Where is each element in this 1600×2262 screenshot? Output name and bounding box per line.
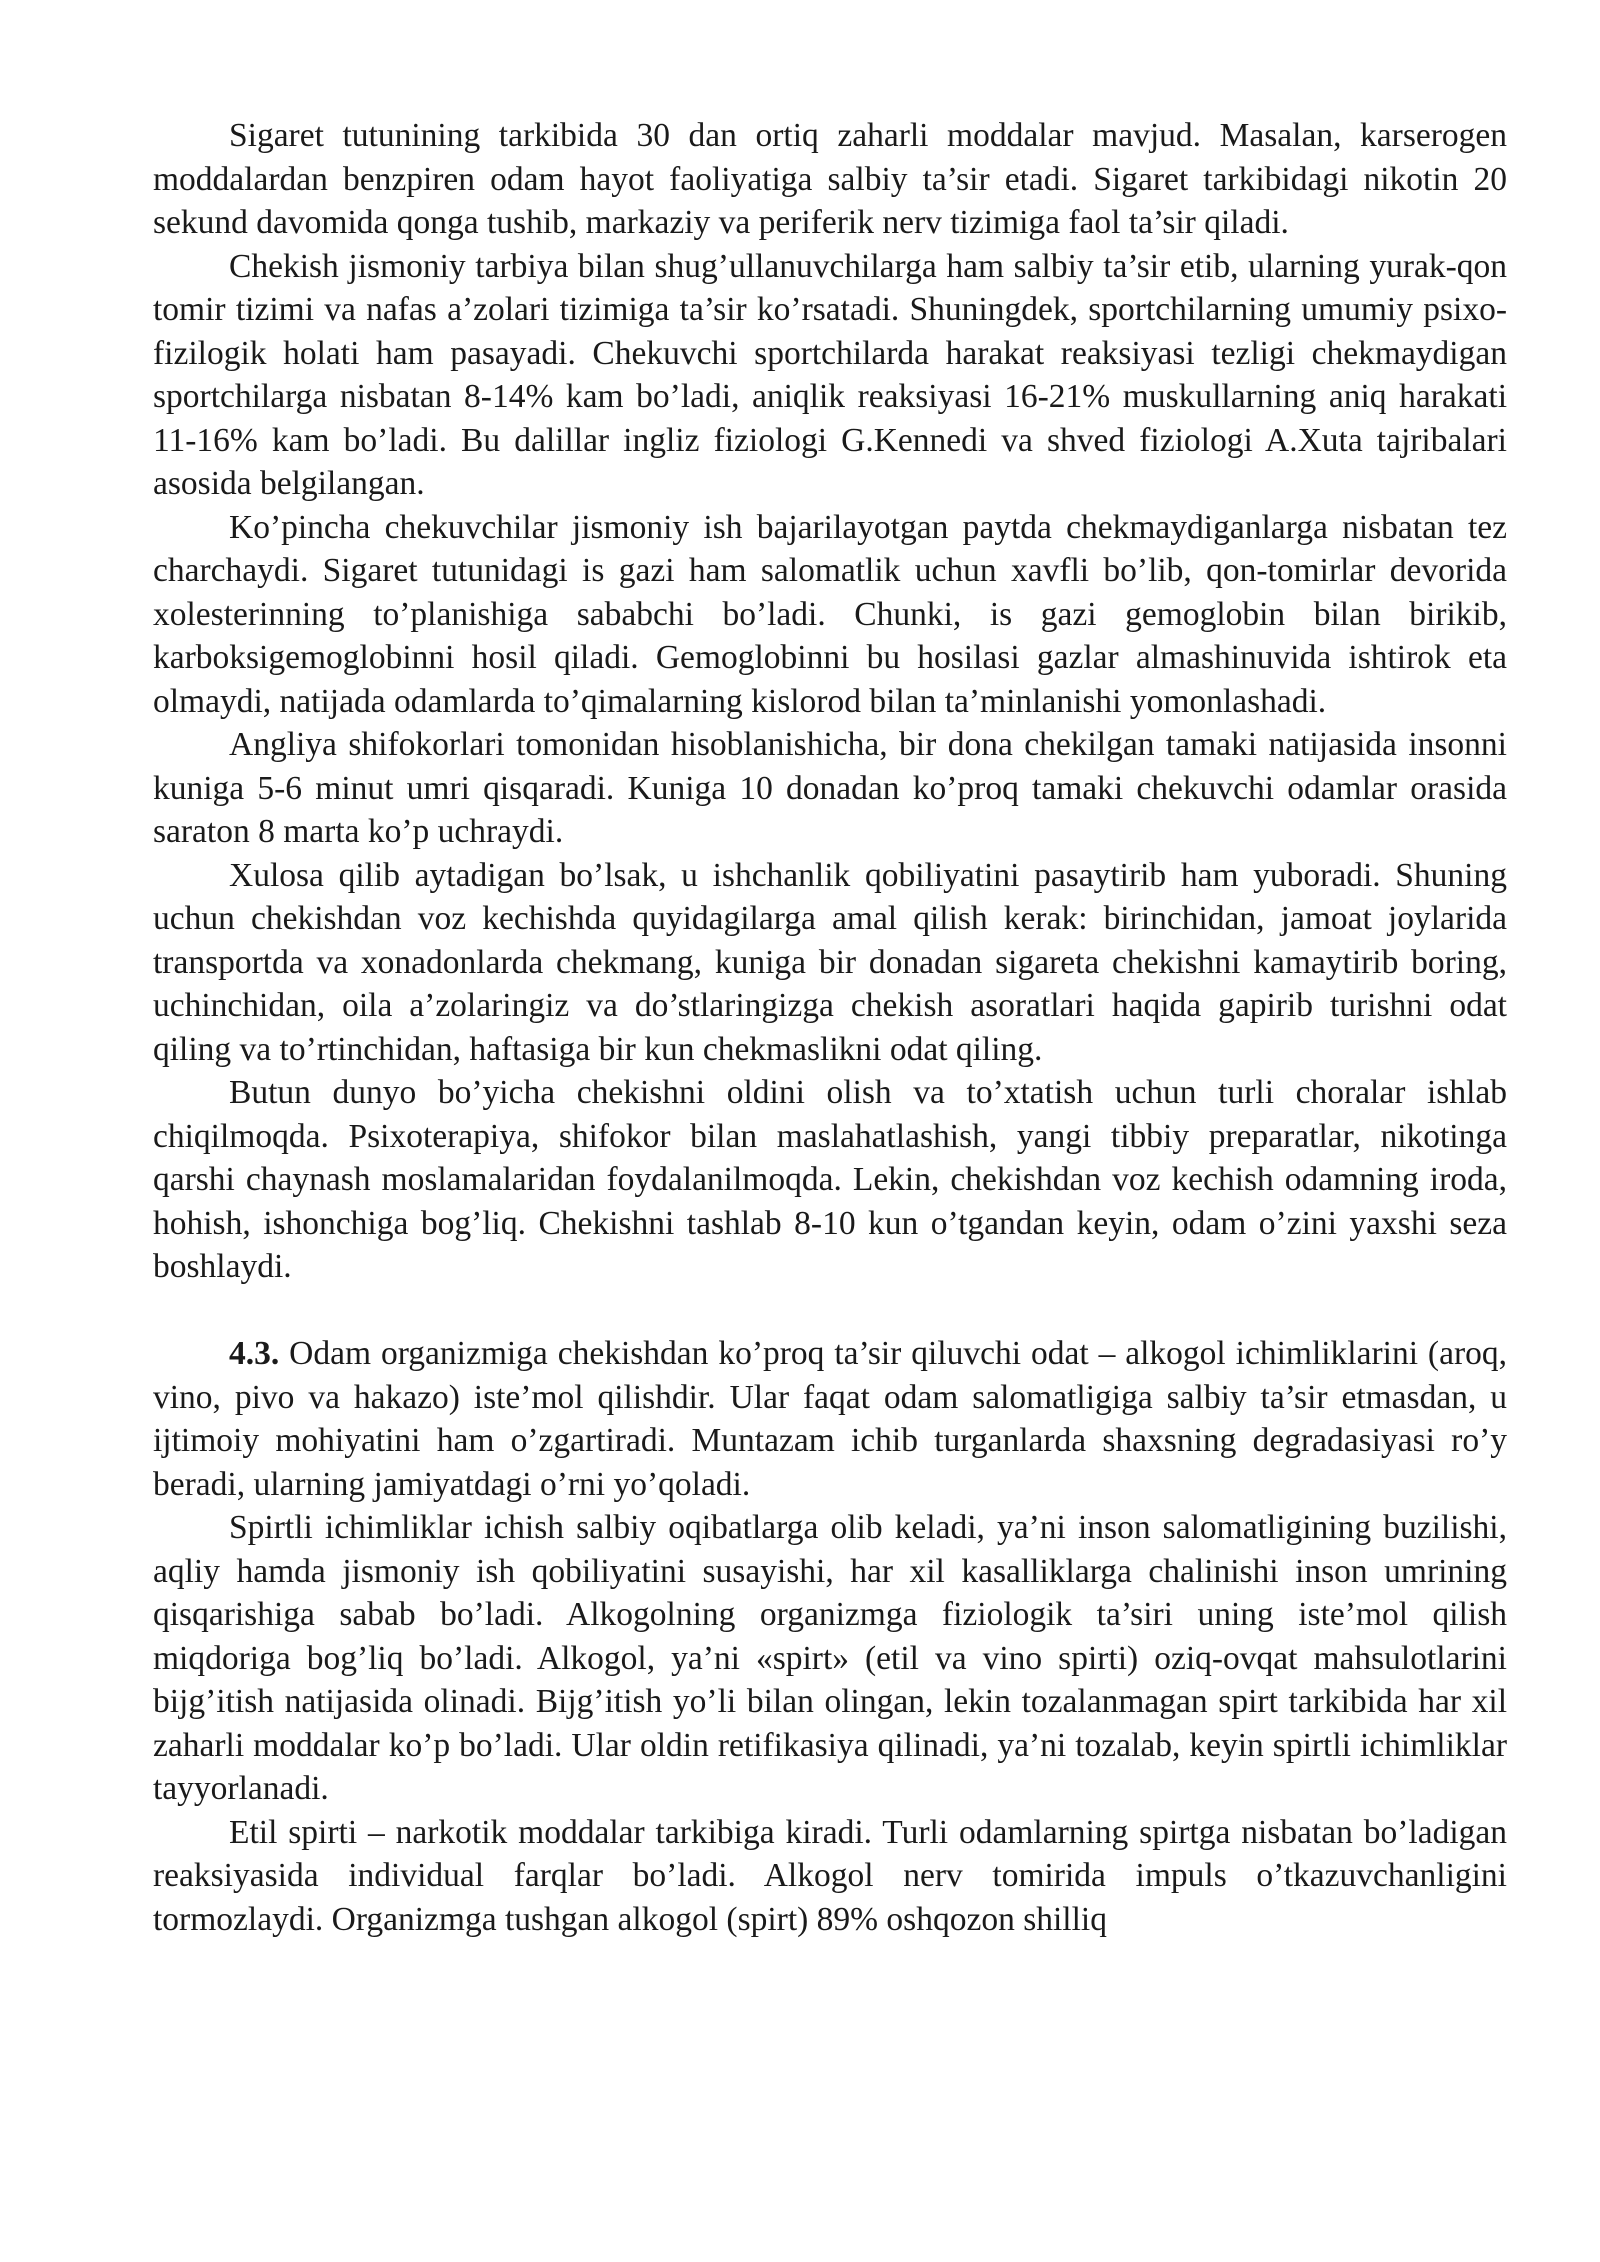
section-4-3-intro [153, 1332, 1507, 1506]
paragraph-carbon-monoxide: Ko’pincha chekuvchilar jismoniy ish bajarilayotgan paytda chekmaydiganlarga nisbatan tez charchaydi. Sigaret tutunidagi is gazi ham salomatlik uchun xavfli bo’lib, qon-tomirlar devorida xolesterinning to’planishiga sababchi bo’ladi. Chunki, is gazi gemoglobin bilan birikib, karboksigemoglobinni hosil qiladi. Gemoglobinni bu hosilasi gazlar almashinuvida ishtirok eta olmaydi, natijada odamlarda to’qimalarning kislorod bilan ta’minlanishi yomonlashadi. [153, 508, 1507, 720]
section-spacer [153, 1289, 1507, 1333]
paragraph-smoking-athletes: Chekish jismoniy tarbiya bilan shug’ullanuvchilarga ham salbiy ta’sir etib, ularning yurak-qon tomir tizimi va nafas a’zolari tizimiga ta’sir ko’rsatadi. Shuningdek, sportchilarning umumiy psixo-fizilogik holati ham pasayadi. Chekuvchi sportchilarda harakat reaksiyasi tezligi chekmaydigan sportchilarga nisbatan 8-14% kam bo’ladi, aniqlik reaksiyasi 16-21% muskullarning aniq harakati 11-16% kam bo’ladi. Bu dalillar ingliz fiziologi G.Kennedi va shved fiziologi A.Xuta tajribalari asosida belgilangan. [153, 247, 1507, 502]
paragraph-alcohol-effects: Spirtli ichimliklar ichish salbiy oqibatlarga olib keladi, ya’ni inson salomatligining buzilishi, aqliy hamda jismoniy ish qobiliyatini susayishi, har xil kasalliklarga chalinishi inson umrining qisqarishiga sabab bo’ladi. Alkogolning organizmga fiziologik ta’siri uning iste’mol qilish miqdoriga bog’liq bo’ladi. Alkogol, ya’ni «spirt» (etil va vino spirti) oziq-ovqat mahsulotlarini bijg’itish natijasida olinadi. Bijg’itish yo’li bilan olingan, lekin tozalanmagan spirt tarkibida har xil zaharli moddalar ko’p bo’ladi. Ular oldin retifikasiya qilinadi, ya’ni tozalab, keyin spirtli ichimliklar tayyorlanadi. [153, 1509, 1507, 1807]
paragraph-conclusion-advice: Xulosa qilib aytadigan bo’lsak, u ishchanlik qobiliyatini pasaytirib ham yuboradi. Shuning uchun chekishdan voz kechishda quyidagilarga amal qilish kerak: birinchidan, jamoat joylarida transportda va xonadonlarda chekmang, kuniga bir donadan sigareta chekishni kamaytirib boring, uchinchidan, oila a’zolaringiz va do’stlaringizga chekish asoratlari haqida gapirib turishni odat qiling va to’rtinchidan, haftasiga bir kun chekmaslikni odat qiling. [153, 856, 1507, 1068]
section-intro-text: Odam organizmiga chekishdan ko’proq ta’sir qiluvchi odat – alkogol ichimliklarini (aroq, vino, pivo va hakazo) iste’mol qilishdir. Ular faqat odam salomatligiga salbiy ta’sir etmasdan, u ijtimoiy mohiyatini ham o’zgartiradi. Muntazam ichib turganlarda shaxsning degradasiyasi ro’y beradi, ularning jamiyatdagi o’rni yo’qoladi. [153, 1335, 1507, 1503]
paragraph-quitting-measures: Butun dunyo bo’yicha chekishni oldini olish va to’xtatish uchun turli choralar ishlab chiqilmoqda. Psixoterapiya, shifokor bilan maslahatlashish, yangi tibbiy preparatlar, nikotinga qarshi chaynash moslamalaridan foydalanilmoqda. Lekin, chekishdan voz kechish odamning iroda, hohish, ishonchiga bog’liq. Chekishni tashlab 8-10 kun o’tgandan keyin, odam o’zini yaxshi seza boshlaydi. [153, 1074, 1507, 1285]
paragraph-ethyl-alcohol: Etil spirti – narkotik moddalar tarkibiga kiradi. Turli odamlarning spirtga nisbatan bo’ladigan reaksiyasida individual farqlar bo’ladi. Alkogol nerv tomirida impuls o’tkazuvchanligini tormozlaydi. Organizmga tushgan alkogol (spirt) 89% oshqozon shilliq [153, 1813, 1507, 1938]
document-page [153, 114, 1507, 1941]
paragraph-lifespan: Angliya shifokorlari tomonidan hisoblanishicha, bir dona chekilgan tamaki natijasida insonni kuniga 5-6 minut umri qisqaradi. Kuniga 10 donadan ko’proq tamaki chekuvchi odamlar orasida saraton 8 marta ko’p uchraydi. [153, 726, 1507, 850]
paragraph-smoke-toxins: Sigaret tutunining tarkibida 30 dan ortiq zaharli moddalar mavjud. Masalan, karserogen moddalardan benzpiren odam hayot faoliyatiga salbiy ta’sir etadi. Sigaret tarkibidagi nikotin 20 sekund davomida qonga tushib, markaziy va periferik nerv tizimiga faol ta’sir qiladi. [153, 117, 1507, 241]
section-number: 4.3. [229, 1335, 280, 1372]
